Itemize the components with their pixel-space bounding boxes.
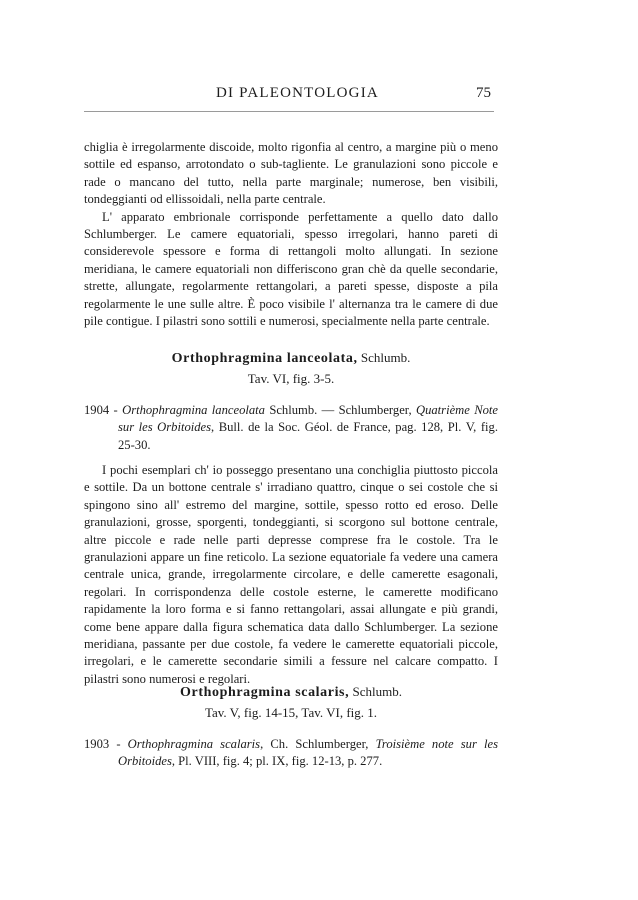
reference-taxon: Orthophragmina lanceolata xyxy=(122,403,265,417)
page-number: 75 xyxy=(476,85,491,101)
species-plate: Tav. V, fig. 14-15, Tav. VI, fig. 1. xyxy=(204,705,378,720)
species-heading-scalaris xyxy=(84,682,498,723)
species-author: Schlumb. xyxy=(357,350,411,365)
species-name: Orthophragmina scalaris, xyxy=(180,685,350,700)
reference-1904 xyxy=(84,402,498,454)
reference-1903 xyxy=(84,736,498,771)
species-plate: Tav. VI, fig. 3-5. xyxy=(247,371,335,386)
paragraph-description xyxy=(84,139,498,330)
paragraph-1: chiglia è irregolarmente discoide, molto rigonfia al centro, a margine più o meno sottile ed espanso, arrotondato o sub-tagliente. Le granulazioni sono piccole e rade o mancano del tutto, nella parte marginale; numerose, ben visibili, tondeggianti od ellissoidali, nella parte centrale. xyxy=(84,140,498,207)
paragraph-2: L' apparato embrionale corrisponde perfettamente a quello dato dallo Schlumberger. Le camere equatoriali, spesso irregolari, hanno pareti di considerevole spessore e forma di rettangoli molto allungati. In sezione meridiana, le camere equatoriali non differiscono gran chè da quelle secondarie, strette, allungate, regolarmente rettangolari, a pareti spesse, disposte a pila regolarmente le une sulle altre. È poco visibile l' alternanza tra le camere di due pile contigue. I pilastri sono sottili e numerosi, specialmente nella parte centrale. xyxy=(84,209,498,329)
paragraph-3: I pochi esemplari ch' io posseggo presentano una conchiglia piuttosto piccola e sottile. Da un bottone centrale s' irradiano quattro, cinque o sei costole che si spingono sino all' estremo del margine, sottile, spesso rotto ed eroso. Delle granulazioni, grosse, sporgenti, tondeggianti, si scorgono sul bottone centrale, altre piccole e rade nelle parti depresse comprese fra le costole. Tra le granulazioni appare un fine reticolo. La sezione equatoriale fa vedere una camera centrale unica, grande, irregolarmente circolare, e delle camerette esagonali, regolari. In corrispondenza delle costole esterne, le camerette modificano rapidamente la loro forma e si fanno rettangolari, assai allungate e più grandi, come bene appare dalla figura schematica data dallo Schlumberger. La sezione meridiana, passante per due costole, fa vedere le camerette equatoriali piccole, irregolari, e le camerette secondarie simili a fessure nel calcare compatto. I pilastri sono numerosi e regolari. xyxy=(84,463,498,686)
species-heading-lanceolata xyxy=(84,348,498,389)
reference-year: 1904 xyxy=(84,403,110,417)
header-rule xyxy=(84,111,494,112)
reference-details: , Pl. VIII, fig. 4; pl. IX, fig. 12-13, p. 277. xyxy=(171,754,383,769)
reference-author: , Ch. Schlumberger, xyxy=(260,737,376,751)
reference-details: , Bull. de la Soc. Géol. de France, pag. 128, Pl. V, fig. 25-30. xyxy=(118,420,498,452)
reference-title: Troisième note sur les Orbitoides xyxy=(118,737,498,769)
running-header-title: DI PALEONTOLOGIA xyxy=(216,85,379,101)
reference-separator: - xyxy=(109,737,128,751)
reference-taxon: Orthophragmina scalaris xyxy=(127,737,261,751)
species-author: Schlumb. xyxy=(349,684,402,699)
reference-separator: - xyxy=(109,403,123,417)
reference-author: Schlumb. — Schlumberger, xyxy=(264,403,416,417)
species-name: Orthophragmina lanceolata, xyxy=(171,351,358,366)
reference-year: 1903 xyxy=(84,737,110,751)
paragraph-description-lanceolata xyxy=(84,462,498,688)
reference-title: Quatrième Note sur les Orbitoides xyxy=(118,403,498,435)
